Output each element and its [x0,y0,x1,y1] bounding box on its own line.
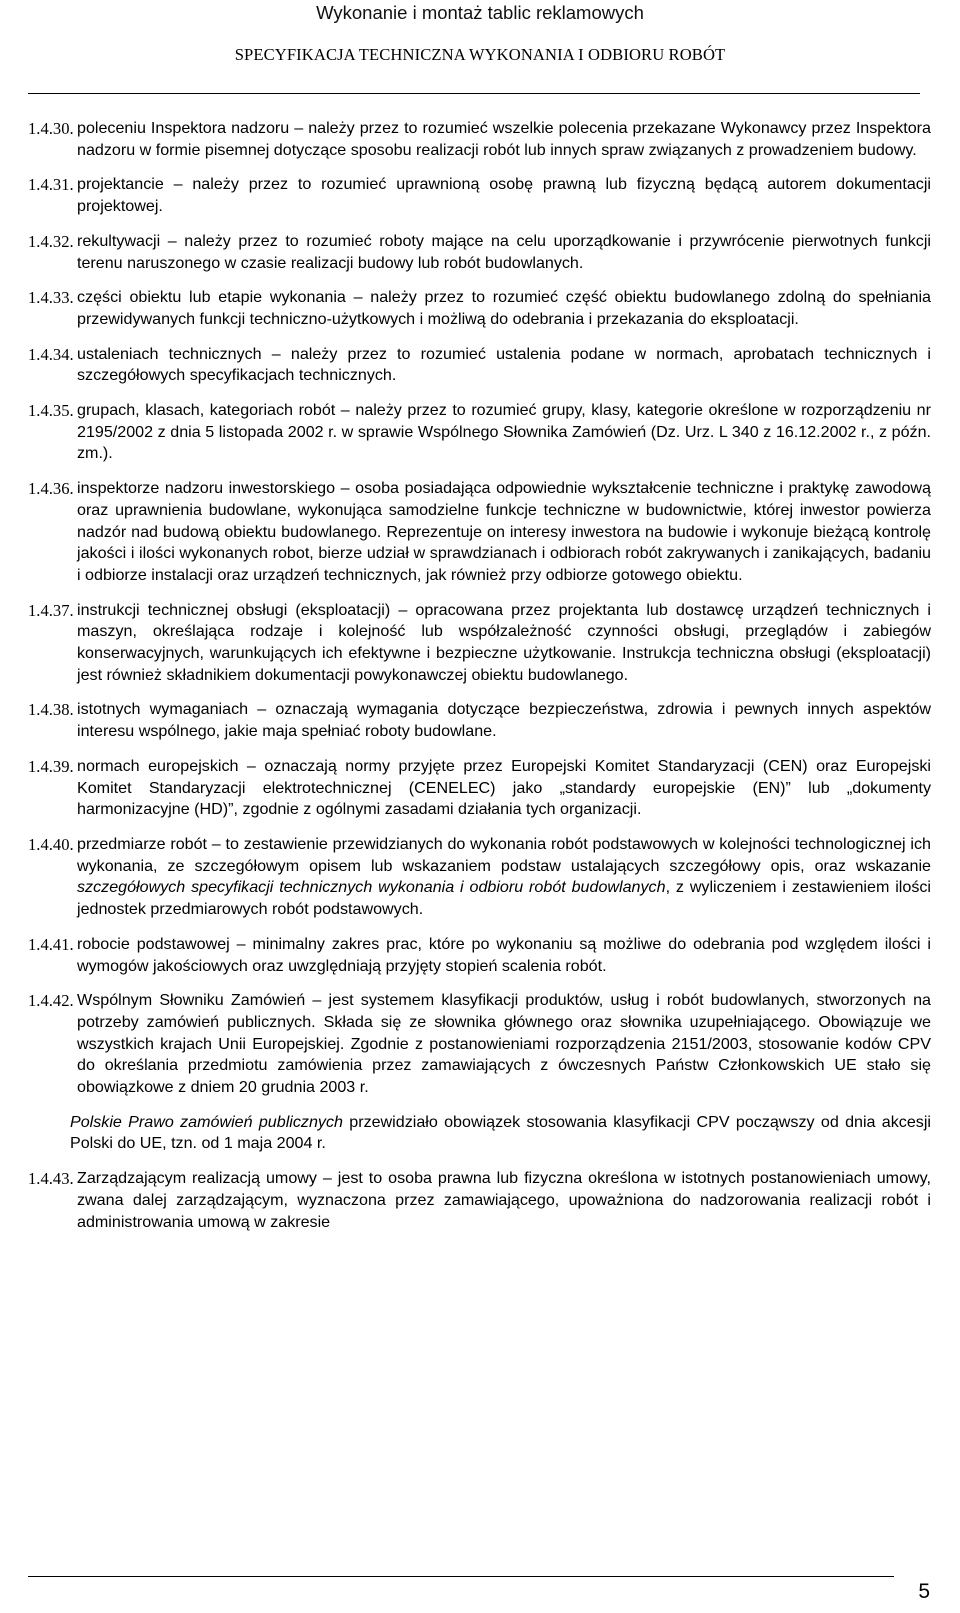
definition-entry [28,756,931,821]
note-paragraph [70,1112,931,1155]
definition-entry [28,699,931,742]
entry-number: 1.4.35. [28,401,74,421]
header-rule [28,93,920,94]
document-header-title: Wykonanie i montaż tablic reklamowych [316,2,644,23]
entry-text: Wspólnym Słowniku Zamówień – jest systemem klasyfikacji produktów, usług i robót budowlanych, stworzonych na potrzeby zamówień publicznych. Składa się ze słownika głównego oraz słownika uzupełniającego. Obowiązuje we wszystkich krajach Unii Europejskiej. Zgodnie z postanowieniami rozporządzenia 2151/2003, stosowanie kodów CPV do określania przedmiotu zamówienia przez zamawiających z ówczesnych Państw Członkowskich UE stało się obowiązkowe z dniem 20 grudnia 2003 r. [77,991,931,1097]
document-header-subtitle: SPECYFIKACJA TECHNICZNA WYKONANIA I ODBIORU ROBÓT [234,45,726,64]
entry-number: 1.4.41. [28,934,74,954]
entry-text-part: przedmiarze robót – to zestawienie przewidzianych do wykonania robót podstawowych w kolejności technologicznej ich wykonania, ze szczegółowym opisem lub wskazaniem podstaw ustalających szczegółowy opis, oraz wskazanie [77,834,931,875]
definition-entry [28,118,931,161]
entry-text [77,834,931,921]
entry-text-part: , z wyliczeniem i zestawieniem ilości jednostek przedmiarowych robót podstawowych. [77,878,932,919]
entry-text: rekultywacji – należy przez to rozumieć roboty mające na celu uporządkowanie i przywrócenie pierwotnych funkcji terenu naruszonego w czasie realizacji budowy lub robót budowlanych. [77,231,931,272]
entry-number: 1.4.30. [28,119,74,138]
entry-number: 1.4.33. [28,288,74,308]
entry-text-italic: szczegółowych specyfikacji technicznych wykonania i odbioru robót budowlanych [77,878,666,897]
definitions-body [28,118,931,1246]
entry-text: części obiektu lub etapie wykonania – należy przez to rozumieć część obiektu budowlanego zdolną do spełniania przewidywanych funkcji techniczno-użytkowych i możliwą do odebrania i przekazania do eksploatacji. [77,288,931,328]
page-number: 5 [918,1580,930,1603]
definition-entry [28,287,931,330]
entry-text: istotnych wymaganiach – oznaczają wymagania dotyczące bezpieczeństwa, zdrowia i pewnych innych aspektów interesu wspólnego, jakie maja spełniać roboty budowlane. [77,700,931,741]
definition-entry [28,1168,931,1233]
entry-text: robocie podstawowej – minimalny zakres prac, które po wykonaniu są możliwe do odebrania pod względem ilości i wymogów jakościowych oraz uwzględniają przyjęty stopień scalenia robót. [77,934,931,975]
definition-entry [28,834,931,921]
entry-number: 1.4.38. [28,700,74,720]
entry-number: 1.4.39. [28,756,74,776]
definition-entry [28,400,931,465]
entry-text: projektancie – należy przez to rozumieć uprawnioną osobę prawną lub fizyczną będącą autorem dokumentacji projektowej. [77,175,931,216]
entry-number: 1.4.37. [28,600,74,620]
entry-number: 1.4.40. [28,834,74,854]
entry-number: 1.4.31. [28,175,74,195]
entry-text: inspektorze nadzoru inwestorskiego – osoba posiadająca odpowiednie wykształcenie techniczne i praktykę zawodową oraz uprawnienia budowlane, wykonująca samodzielne funkcje techniczne w budownictwie, której inwestor powierza nadzór nad budową obiektu budowlanego. Reprezentuje on interesy inwestora na budowie i wykonuje bieżącą kontrolę jakości i ilości wykonanych robot, bierze udział w sprawdzianach i odbiorach robót zakrywanych i zanikających, badaniu i odbiorze instalacji oraz urządzeń technicznych, jak również przy odbiorze gotowego obiektu. [77,479,931,584]
definition-entry [28,934,931,977]
entry-number: 1.4.42. [28,991,74,1011]
entry-number: 1.4.43. [28,1169,74,1189]
note-italic: Polskie Prawo zamówień publicznych [70,1112,343,1131]
entry-text: instrukcji technicznej obsługi (eksploatacji) – opracowana przez projektanta lub dostawcę urządzeń technicznych i maszyn, określająca rodzaje i kolejność lub współzależność czynności obsługi, przeglądów i zabiegów konserwacyjnych, warunkujących ich efektywne i bezpieczne użytkowanie. Instrukcja techniczna obsługi (eksploatacji) jest również składnikiem dokumentacji powykonawczej obiektu budowlanego. [77,600,931,684]
footer-rule [28,1576,894,1577]
entry-number: 1.4.36. [28,479,74,499]
entry-text: poleceniu Inspektora nadzoru – należy przez to rozumieć wszelkie polecenia przekazane Wykonawcy przez Inspektora nadzoru w formie pisemnej dotyczące sposobu realizacji robót lub innych spraw związanych z prowadzeniem budowy. [77,119,931,159]
entry-text: normach europejskich – oznaczają normy przyjęte przez Europejski Komitet Standaryzacji (CEN) oraz Europejski Komitet Standaryzacji elektrotechnicznej (CENELEC) jako „standardy europejskie (EN)” lub „dokumenty harmonizacyjne (HD)”, zgodnie z ogólnymi zasadami działania tych organizacji. [77,756,931,819]
definition-entry [28,344,931,387]
entry-number: 1.4.32. [28,231,74,251]
definition-entry [28,231,931,274]
definition-entry [28,990,931,1099]
definition-entry [28,174,931,217]
entry-number: 1.4.34. [28,344,74,364]
entry-text: grupach, klasach, kategoriach robót – należy przez to rozumieć grupy, klasy, kategorie określone w rozporządzeniu nr 2195/2002 z dnia 5 listopada 2002 r. w sprawie Wspólnego Słownika Zamówień (Dz. Urz. L 340 z 16.12.2002 r., z późn. zm.). [77,401,931,463]
note-text: przewidziało obowiązek stosowania klasyfikacji CPV począwszy od dnia akcesji Polski do UE, tzn. od 1 maja 2004 r. [70,1112,931,1153]
entry-text: Zarządzającym realizacją umowy – jest to osoba prawna lub fizyczna określona w istotnych postanowieniach umowy, zwana dalej zarządzającym, wyznaczona przez zamawiającego, upoważniona do nadzorowania realizacji robót i administrowania umową w zakresie [77,1169,931,1231]
definition-entry [28,478,931,587]
entry-text: ustaleniach technicznych – należy przez to rozumieć ustalenia podane w normach, aprobatach technicznych i szczegółowych specyfikacjach technicznych. [77,344,931,385]
definition-entry [28,600,931,687]
